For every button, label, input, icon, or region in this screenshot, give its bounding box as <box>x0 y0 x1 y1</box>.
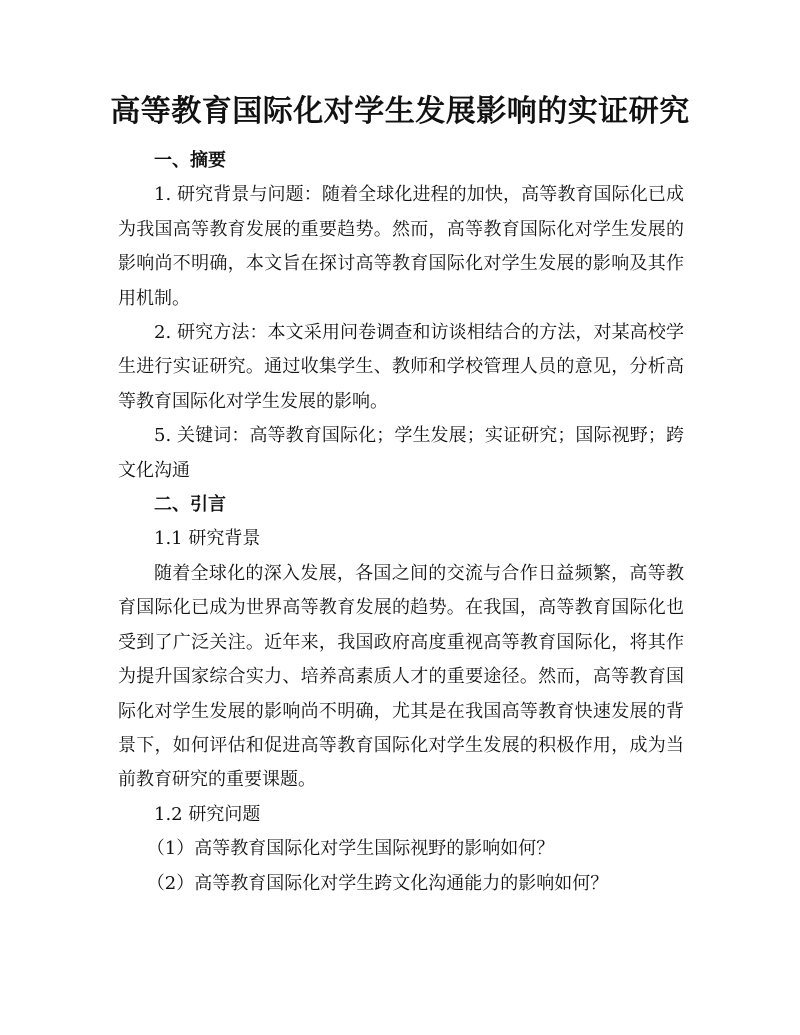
intro-paragraph-background: 随着全球化的深入发展，各国之间的交流与合作日益频繁，高等教育国际化已成为世界高等教育发展的趋势。在我国，高等教育国际化也受到了广泛关注。近年来，我国政府高度重视高等教育国际化，将其作为提升国家综合实力、培养高素质人才的重要途径。然而，高等教育国际化对学生发展的影响尚不明确，尤其是在我国高等教育快速发展的背景下，如何评估和促进高等教育国际化对学生发展的积极作用，成为当前教育研究的重要课题。 <box>118 562 684 791</box>
subsection-heading-background: 1.1 研究背景 <box>154 528 261 550</box>
section-heading-abstract: 一、摘要 <box>154 150 226 171</box>
document-body <box>118 144 684 901</box>
abstract-paragraph-background: 1. 研究背景与问题：随着全球化进程的加快，高等教育国际化已成为我国高等教育发展的重要趋势。然而，高等教育国际化对学生发展的影响尚不明确，本文旨在探讨高等教育国际化对学生发展的影响及其作用机制。 <box>118 184 684 309</box>
page-title: 高等教育国际化对学生发展影响的实证研究 <box>110 94 690 129</box>
abstract-paragraph-keywords: 5. 关键词：高等教育国际化；学生发展；实证研究；国际视野；跨文化沟通 <box>118 425 684 481</box>
section-heading-intro: 二、引言 <box>154 494 226 516</box>
subsection-heading-questions: 1.2 研究问题 <box>154 803 261 825</box>
research-question-1: （1）高等教育国际化对学生国际视野的影响如何？ <box>146 838 555 860</box>
research-question-2: （2）高等教育国际化对学生跨文化沟通能力的影响如何？ <box>146 872 609 894</box>
abstract-paragraph-method: 2. 研究方法：本文采用问卷调查和访谈相结合的方法，对某高校学生进行实证研究。通过收集学生、教师和学校管理人员的意见，分析高等教育国际化对学生发展的影响。 <box>118 322 684 412</box>
